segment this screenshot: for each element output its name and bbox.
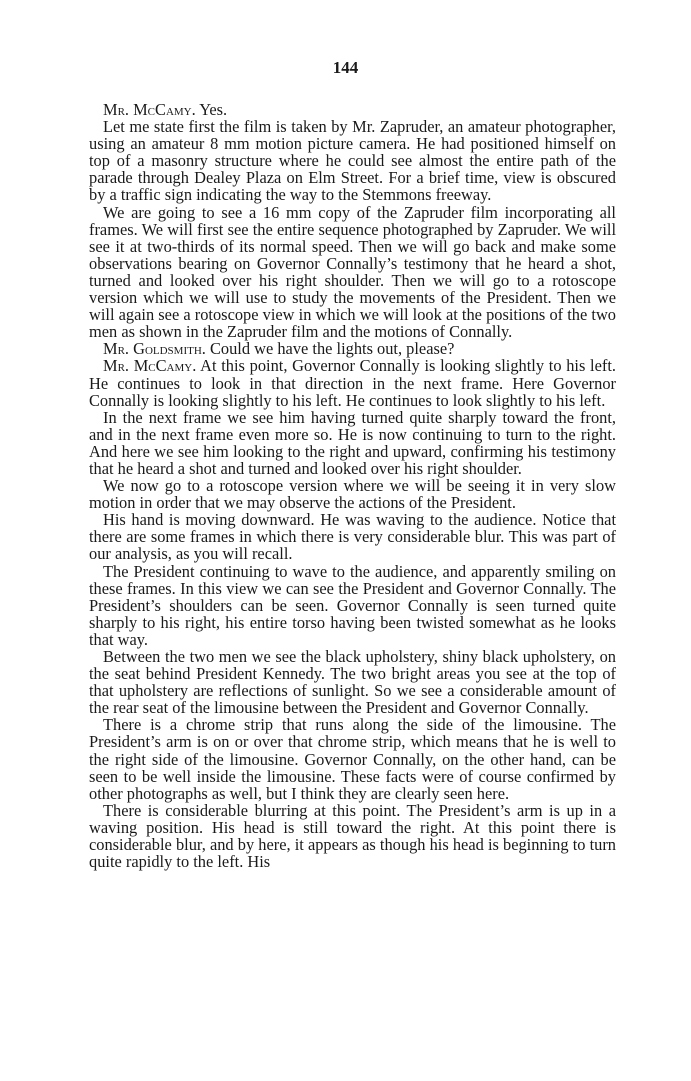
- paragraph: [89, 204, 616, 341]
- paragraph: [89, 648, 616, 716]
- paragraph: [89, 357, 616, 408]
- paragraph: [89, 409, 616, 477]
- body-text: [89, 101, 616, 870]
- paragraph: [89, 101, 616, 118]
- paragraph-text: Let me state first the film is taken by Mr. Zapruder, an amateur photographer, using an amateur 8 mm motion picture camera. He had positioned himself on top of a masonry structure where he could see almost the entire path of the parade through Dealey Plaza on Elm Street. For a brief time, view is obscured by a traffic sign indicating the way to the Stemmons freeway.: [89, 117, 616, 205]
- paragraph-text: There is a chrome strip that runs along the side of the limousine. The President’s arm is on or over that chrome strip, which means that he is well to the right side of the limousine. Governor Connally, on the other hand, can be seen to be well inside the limousine. These facts were of course confirmed by other photographs as well, but I think they are clearly seen here.: [89, 715, 616, 803]
- paragraph-text: Between the two men we see the black upholstery, shiny black upholstery, on the seat behind President Kennedy. The two bright areas you see at the top of that upholstery are reflections of sunlight. So we see a considerable amount of the rear seat of the limousine between the President and Governor Connally.: [89, 647, 616, 718]
- paragraph: [89, 802, 616, 870]
- paragraph: [89, 118, 616, 203]
- paragraph-text: The President continuing to wave to the audience, and apparently smiling on these frames. In this view we can see the President and Governor Connally. The President’s shoulders can be seen. Governor Connally is seen turned quite sharply to his right, his entire torso having been twisted somewhat as he looks that way.: [89, 561, 616, 649]
- paragraph-text: Yes.: [195, 100, 228, 119]
- speaker-label: Mr. McCamy.: [103, 356, 197, 376]
- page-number: 144: [332, 58, 359, 77]
- speaker-label: Mr. Goldsmith.: [103, 339, 206, 359]
- paragraph-text: We now go to a rotoscope version where we will be seeing it in very slow motion in order that we may observe the actions of the President.: [89, 476, 616, 513]
- paragraph-text: His hand is moving downward. He was waving to the audience. Notice that there are some frames in which there is very considerable blur. This was part of our analysis, as you will recall.: [89, 510, 616, 564]
- paragraph-text: At this point, Governor Connally is looking slightly to his left. He continues to look in that direction in the next frame. Here Governor Connally is looking slightly to his left. He continues to look slightly to his left.: [89, 356, 616, 410]
- paragraph: [89, 716, 616, 801]
- paragraph: [89, 340, 616, 357]
- paragraph: [89, 563, 616, 648]
- paragraph: [89, 511, 616, 562]
- paragraph-text: Could we have the lights out, please?: [205, 339, 455, 359]
- paragraph-text: There is considerable blurring at this point. The President’s arm is up in a waving position. His head is still toward the right. At this point there is considerable blur, and by here, it appears as though his head is beginning to turn quite rapidly to the left. His: [89, 800, 616, 872]
- paragraph-text: We are going to see a 16 mm copy of the Zapruder film incorporating all frames. We will first see the entire sequence photographed by Zapruder. We will see it at two-thirds of its normal speed. Then we will go back and make some observations bearing on Governor Connally’s testimony that he heard a shot, turned and looked over his right shoulder. Then we will go to a rotoscope version which we will use to study the movements of the President. Then we will again see a rotoscope view in which we will look at the positions of the two men as shown in the Zapruder film and the motions of Connally.: [89, 202, 616, 342]
- speaker-label: Mr. McCamy.: [103, 100, 196, 119]
- paragraph-text: In the next frame we see him having turned quite sharply toward the front, and in the next frame even more so. He is now continuing to turn to the right. And here we see him looking to the right and upward, confirming his testimony that he heard a shot and turned and looked over his right shoulder.: [89, 407, 616, 478]
- paragraph: [89, 477, 616, 511]
